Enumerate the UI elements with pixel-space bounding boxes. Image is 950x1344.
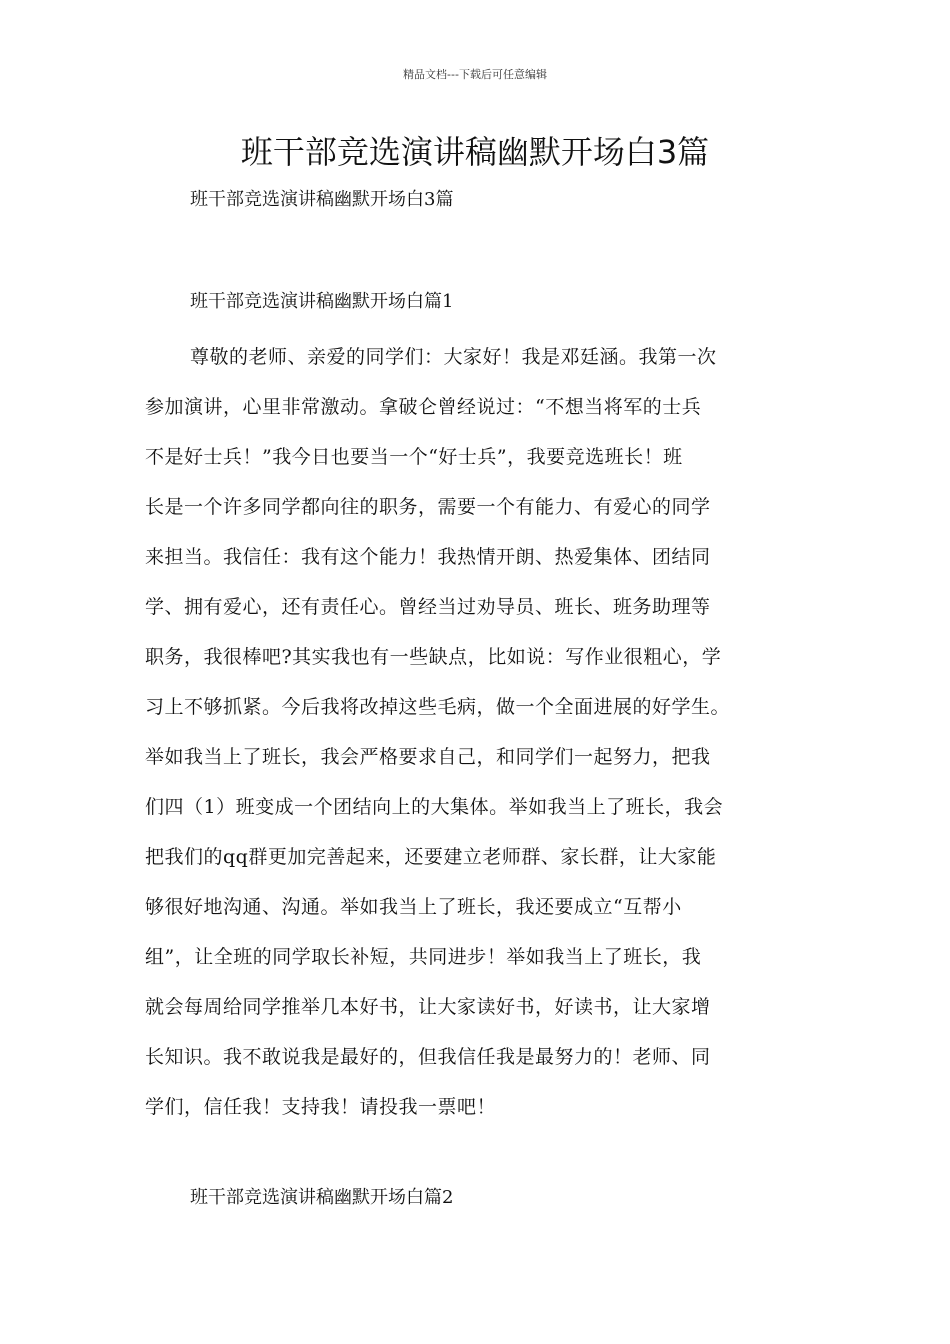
section-1-heading: 班干部竞选演讲稿幽默开场白篇1 — [190, 291, 454, 312]
body-line: 职务，我很棒吧?其实我也有一些缺点，比如说：写作业很粗心，学 — [145, 646, 722, 668]
section-1-body — [145, 332, 825, 1132]
body-line: 学、拥有爱心，还有责任心。曾经当过劝导员、班长、班务助理等 — [145, 596, 711, 618]
header-note: 精品文档---下载后可任意编辑 — [403, 68, 547, 81]
document-subtitle: 班干部竞选演讲稿幽默开场白3篇 — [190, 189, 454, 210]
body-line: 够很好地沟通、沟通。举如我当上了班长，我还要成立“互帮小 — [145, 896, 682, 918]
document-title: 班干部竞选演讲稿幽默开场白3篇 — [240, 133, 710, 171]
body-line: 尊敬的老师、亲爱的同学们：大家好！我是邓廷涵。我第一次 — [190, 346, 717, 368]
body-line: 举如我当上了班长，我会严格要求自己，和同学们一起努力，把我 — [145, 746, 711, 768]
body-line: 长知识。我不敢说我是最好的，但我信任我是最努力的！老师、同 — [145, 1046, 711, 1068]
body-line: 长是一个许多同学都向往的职务，需要一个有能力、有爱心的同学 — [145, 496, 711, 518]
body-line: 学们，信任我！支持我！请投我一票吧！ — [145, 1096, 497, 1118]
body-line: 来担当。我信任：我有这个能力！我热情开朗、热爱集体、团结同 — [145, 546, 711, 568]
body-line: 参加演讲，心里非常激动。拿破仑曾经说过：“不想当将军的士兵 — [145, 396, 702, 418]
body-line: 就会每周给同学推举几本好书，让大家读好书，好读书，让大家增 — [145, 996, 711, 1018]
body-line: 组”，让全班的同学取长补短，共同进步！举如我当上了班长，我 — [145, 946, 702, 968]
body-line: 们四（1）班变成一个团结向上的大集体。举如我当上了班长，我会 — [145, 796, 724, 818]
section-2-heading: 班干部竞选演讲稿幽默开场白篇2 — [190, 1187, 454, 1208]
body-line: 习上不够抓紧。今后我将改掉这些毛病，做一个全面进展的好学生。 — [145, 696, 731, 718]
body-line: 把我们的qq群更加完善起来，还要建立老师群、家长群，让大家能 — [145, 846, 717, 868]
body-line: 不是好士兵！”我今日也要当一个“好士兵”，我要竞选班长！班 — [145, 446, 683, 468]
